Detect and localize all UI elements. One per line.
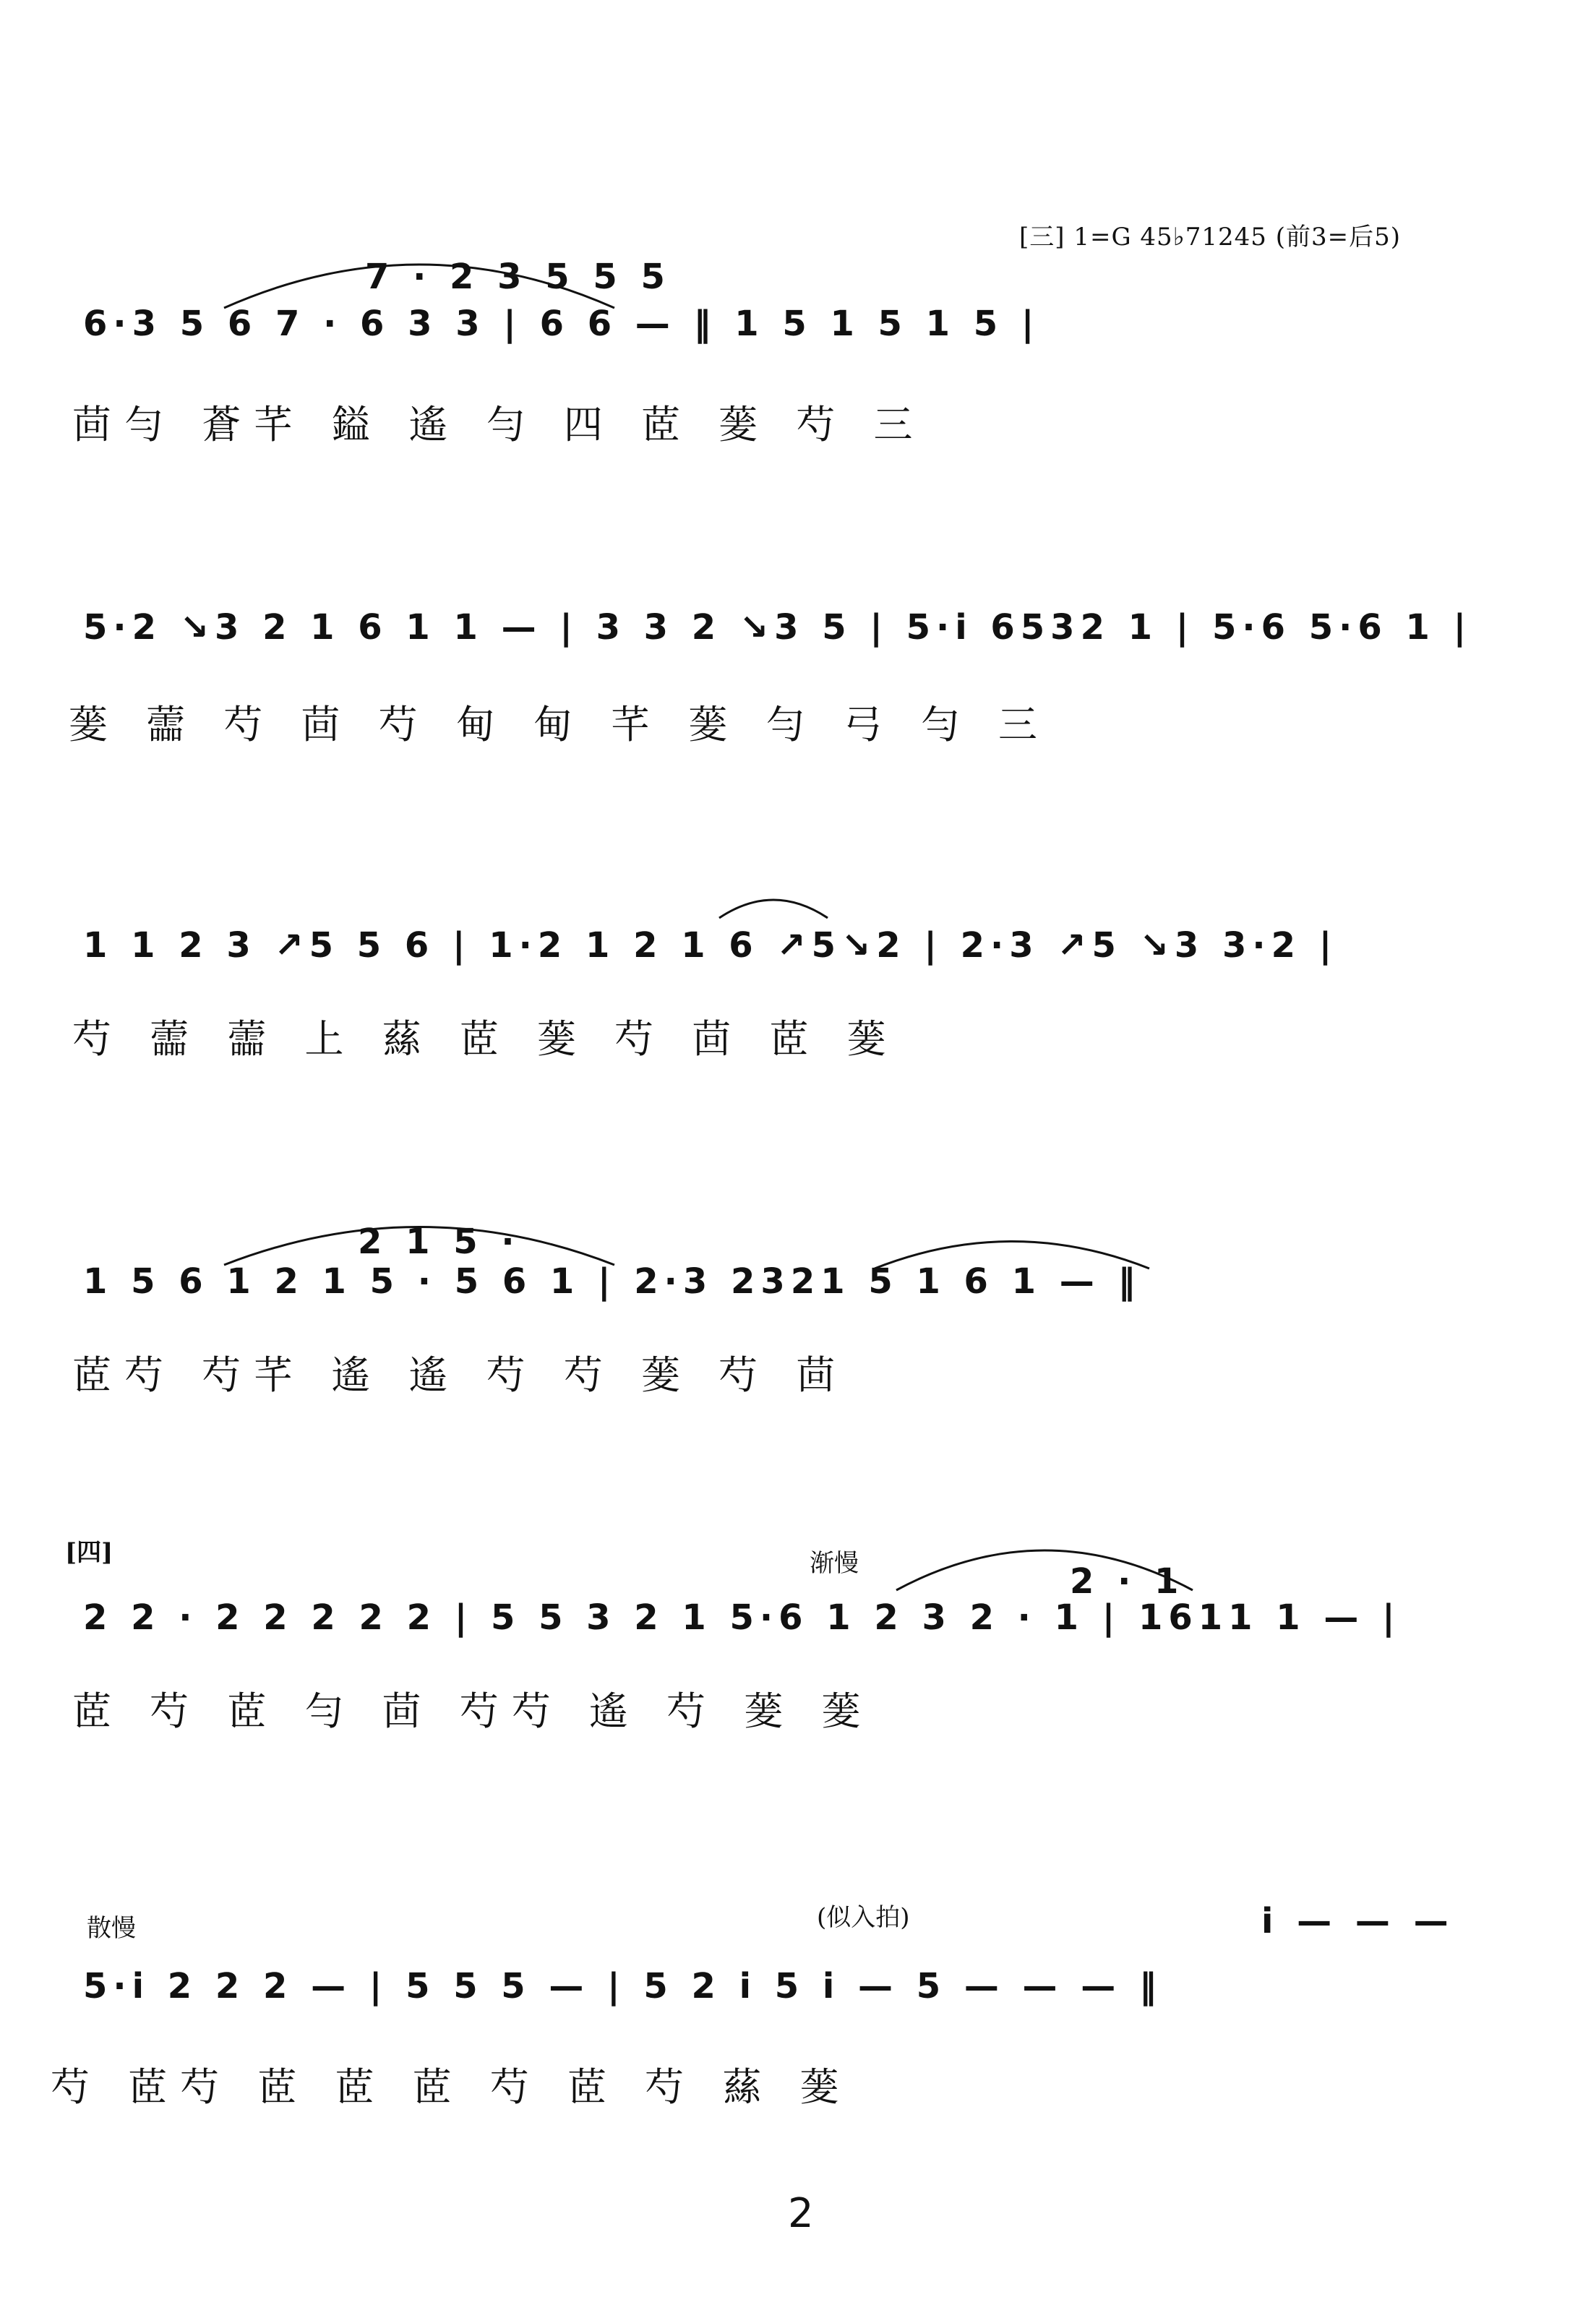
- tempo-marking: 散慢: [87, 1914, 136, 1943]
- system-5-tablature: 茝 芍 茝 勻 茴 芍芍 遙 芍 蓌 蓌: [72, 1688, 874, 1734]
- system-5-notes: 2 2 · 2 2 2 2 2 | 5 5 3 2 1 5·6 1 2 3 2 · 1 | 1611 1 — |: [83, 1597, 1401, 1638]
- system-6-tablature: 芍 茝芍 茝 茝 茝 芍 茝 芍 蕬 蓌: [51, 2064, 852, 2110]
- system-6-notes: 5·i 2 2 2 — | 5 5 5 — | 5 2 i 5 i — 5 — — — ‖: [83, 1966, 1162, 2006]
- slur: [716, 885, 831, 922]
- system-4-notes: 1 5 6 1 2 1 5 · 5 6 1 | 2·3 2321 5 1 6 1 — ‖: [83, 1261, 1141, 1302]
- system-2-tablature: 蓌 蘦 芍 茴 芍 甸 甸 芊 蓌 勻 弓 勻 三: [69, 702, 1050, 747]
- system-6-upper-notes: i — — —: [1261, 1901, 1454, 1941]
- tempo-marking: 渐慢: [810, 1549, 859, 1578]
- system-1-notes: 6·3 5 6 7 · 6 3 3 | 6 6 — ‖ 1 5 1 5 1 5 |: [83, 304, 1040, 344]
- section-label: [四]: [65, 1538, 113, 1567]
- key-signature: [三] 1=G 45♭71245 (前3=后5): [1019, 223, 1401, 252]
- system-3-tablature: 芍 蘦 蘦 上 蕬 茝 蓌 芍 茴 茝 蓌: [72, 1016, 899, 1062]
- page-number: 2: [788, 2190, 814, 2237]
- system-1-upper-notes: 7 · 2 3 5 5 5: [365, 257, 671, 297]
- system-1-tablature: 茴勻 蒼芊 鎰 遙 勻 四 茝 蓌 芍 三: [72, 402, 926, 447]
- tempo-marking: (似入拍): [817, 1903, 910, 1932]
- system-5-upper-notes: 2 · 1: [1070, 1561, 1185, 1602]
- system-3-notes: 1 1 2 3 ↗5 5 6 | 1·2 1 2 1 6 ↗5↘2 | 2·3 ↗5 ↘3 3·2 |: [83, 925, 1338, 966]
- system-4-upper-notes: 2 1 5 ·: [358, 1222, 520, 1262]
- system-4-tablature: 茝芍 芍芊 遙 遙 芍 芍 蓌 芍 茴: [72, 1352, 849, 1398]
- system-2-notes: 5·2 ↘3 2 1 6 1 1 — | 3 3 2 ↘3 5 | 5·i 6532 1 | 5·6 5·6 1 |: [83, 607, 1472, 648]
